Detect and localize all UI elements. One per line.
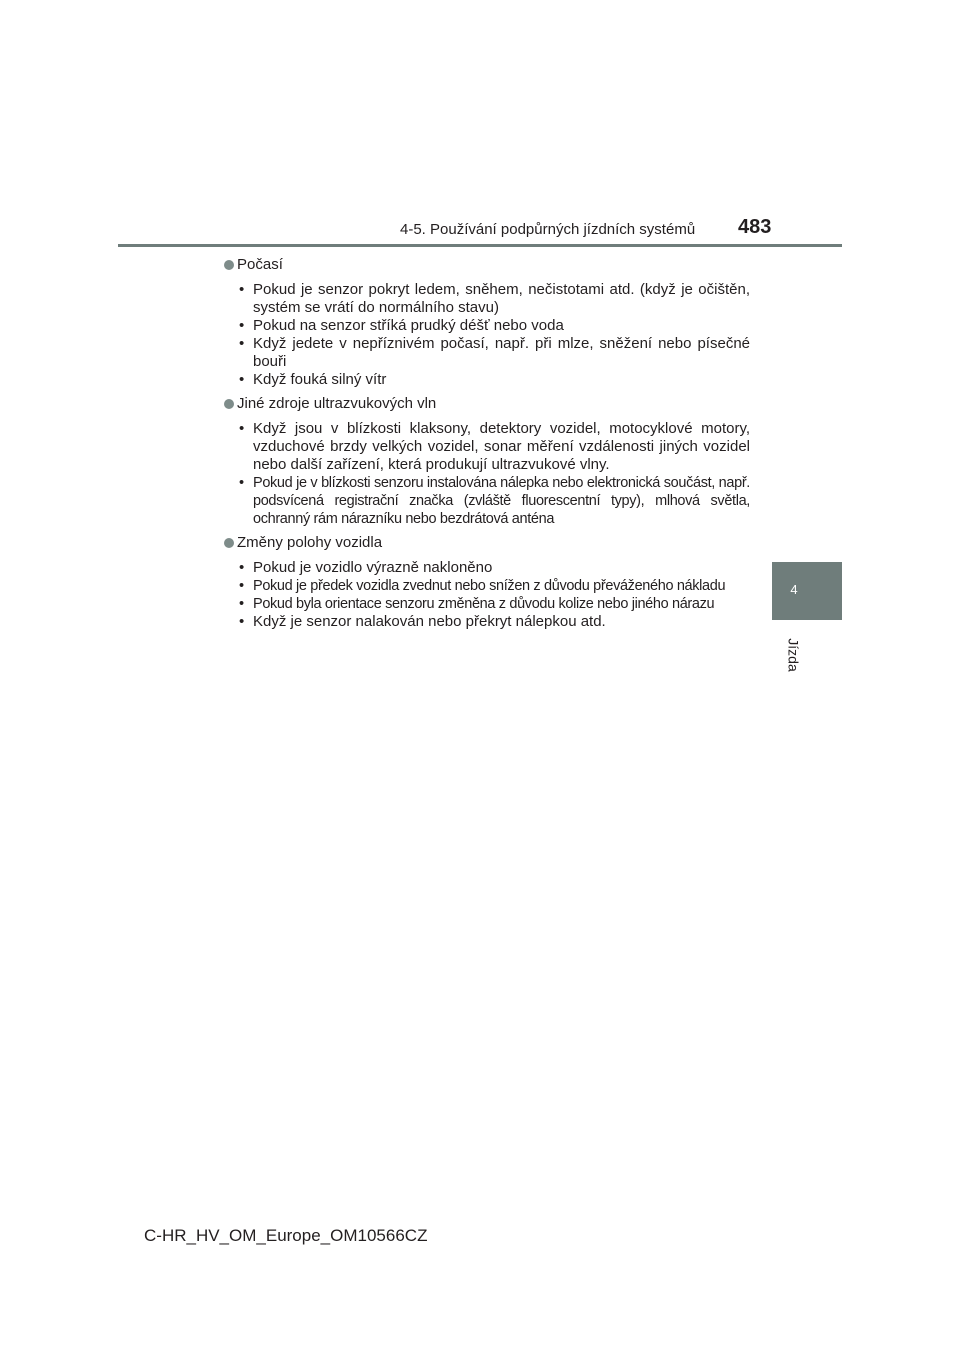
section-weather <box>222 254 750 389</box>
list-item: • Pokud je v blízkosti senzoru instalována nálepka nebo elektronická součást, např. podsvícená registrační značka (zvláště fluorescentní typy), mlhová světla, ochranný rám nárazníku nebo bezdrátová anténa <box>222 474 750 528</box>
list-item: • Pokud je předek vozidla zvednut nebo snížen z důvodu převáženého nákladu <box>222 577 750 595</box>
section-title: 4-5. Používání podpůrných jízdních systémů <box>400 221 696 238</box>
list-item: • Pokud na senzor stříká prudký déšť nebo voda <box>222 317 750 335</box>
page-number: 483 <box>738 216 772 238</box>
item-list <box>222 281 750 389</box>
section-vehicle-position <box>222 532 750 631</box>
list-item: • Pokud je senzor pokryt ledem, sněhem, nečistotami atd. (když je očištěn, systém se vrátí do normálního stavu) <box>222 281 750 317</box>
document-code: C-HR_HV_OM_Europe_OM10566CZ <box>144 1226 428 1245</box>
section-heading <box>222 393 750 415</box>
page-content <box>222 254 750 635</box>
list-item: • Když jsou v blízkosti klaksony, detektory vozidel, motocyklové motory, vzduchové brzdy velkých vozidel, sonar měření vzdálenosti jiných vozidel nebo další zařízení, která produkují ultrazvukové vlny. <box>222 420 750 474</box>
section-heading-text: Změny polohy vozidla <box>237 534 383 551</box>
section-heading-text: Počasí <box>237 256 283 273</box>
chapter-label-text: Jízda <box>786 638 802 672</box>
item-list <box>222 420 750 528</box>
chapter-label <box>776 632 812 678</box>
list-item: • Když je senzor nalakován nebo překryt nálepkou atd. <box>222 613 750 631</box>
chapter-number: 4 <box>790 582 798 597</box>
header-divider <box>118 244 842 247</box>
circle-bullet-icon <box>224 399 234 409</box>
chapter-tab <box>772 562 842 620</box>
list-item: • Když fouká silný vítr <box>222 371 750 389</box>
section-heading <box>222 254 750 276</box>
circle-bullet-icon <box>224 538 234 548</box>
section-heading-text: Jiné zdroje ultrazvukových vln <box>237 395 437 412</box>
item-list <box>222 559 750 631</box>
list-item: • Pokud je vozidlo výrazně nakloněno <box>222 559 750 577</box>
section-heading <box>222 532 750 554</box>
list-item: • Pokud byla orientace senzoru změněna z důvodu kolize nebo jiného nárazu <box>222 595 750 613</box>
list-item: • Když jedete v nepříznivém počasí, např. při mlze, sněžení nebo písečné bouři <box>222 335 750 371</box>
circle-bullet-icon <box>224 260 234 270</box>
section-ultrasonic-sources <box>222 393 750 528</box>
